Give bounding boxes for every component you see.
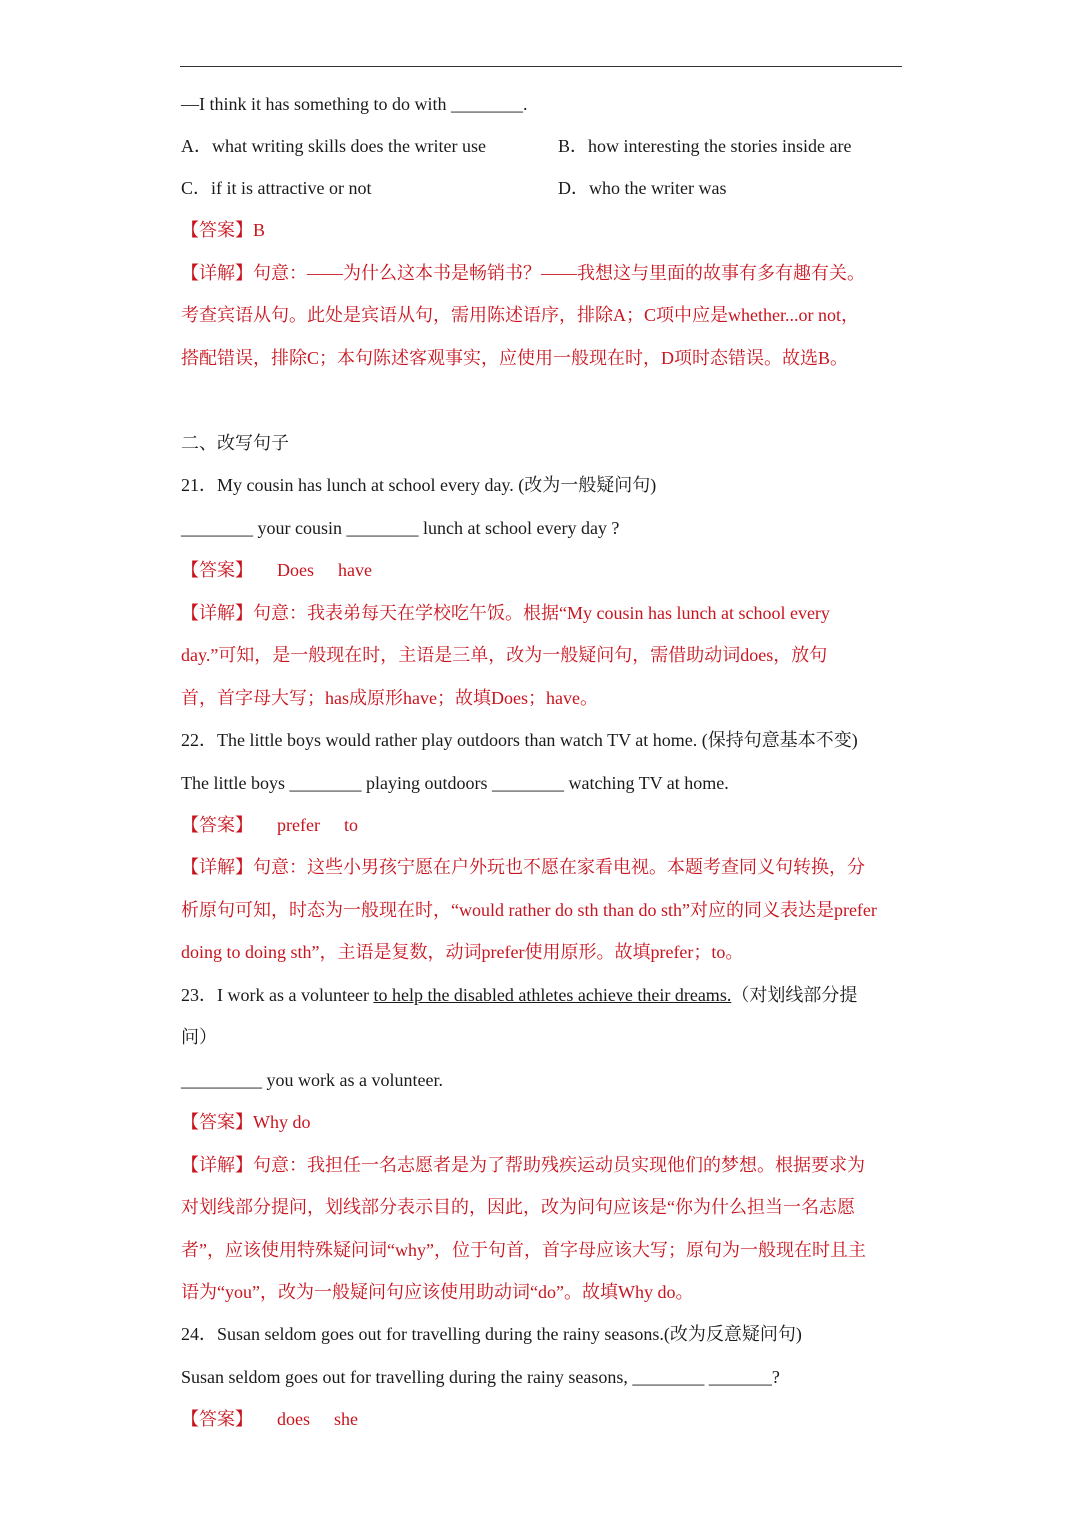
q20-explain-line: 搭配错误，排除C；本句陈述客观事实，应使用一般现在时，D项时态错误。故选B。 bbox=[181, 348, 849, 368]
q21-question: 21．My cousin has lunch at school every day. (改为一般疑问句) bbox=[181, 475, 657, 495]
q20-option-a: A．what writing skills does the writer use bbox=[181, 136, 486, 156]
q23-underlined-part: to help the disabled athletes achieve their dreams. bbox=[373, 985, 732, 1005]
answer-value: does bbox=[277, 1409, 310, 1429]
q23-explain-line: 者”，应该使用特殊疑问词“why”，位于句首，首字母应该大写；原句为一般现在时且主 bbox=[181, 1240, 866, 1260]
q24-question: 24．Susan seldom goes out for travelling during the rainy seasons.(改为反意疑问句) bbox=[181, 1324, 802, 1344]
q22-explain-line: 析原句可知，时态为一般现在时，“would rather do sth than do sth”对应的同义表达是prefer bbox=[181, 900, 877, 920]
q21-explain-line: 首，首字母大写；has成原形have；故填Does；have。 bbox=[181, 688, 598, 708]
q24-answer bbox=[181, 1407, 910, 1431]
q20-stem: —I think it has something to do with ________. bbox=[181, 94, 528, 114]
q23-explain-line: 语为“you”，改为一般疑问句应该使用助动词“do”。故填Why do。 bbox=[181, 1282, 694, 1302]
q20-explain-line: 【详解】句意：——为什么这本书是畅销书？——我想这与里面的故事有多有趣有关。 bbox=[181, 263, 865, 283]
answer-value: she bbox=[334, 1409, 358, 1429]
q21-explain-line: day.”可知，是一般现在时，主语是三单，改为一般疑问句，需借助动词does，放句 bbox=[181, 645, 828, 665]
answer-value: have bbox=[338, 560, 372, 580]
q20-answer: 【答案】B bbox=[181, 220, 266, 240]
q20-option-d: D．who the writer was bbox=[558, 178, 727, 198]
header-rule bbox=[180, 66, 902, 67]
q20-option-c: C．if it is attractive or not bbox=[181, 178, 372, 198]
q23-question-instruction: （对划线部分提 bbox=[731, 985, 858, 1005]
q22-fill-sentence: The little boys ________ playing outdoors ________ watching TV at home. bbox=[181, 773, 729, 793]
q21-explain-line: 【详解】句意：我表弟每天在学校吃午饭。根据“My cousin has lunch at school every bbox=[181, 603, 830, 623]
q23-explain-line: 对划线部分提问，划线部分表示目的，因此，改为问句应该是“你为什么担当一名志愿 bbox=[181, 1197, 855, 1217]
q23-question-cont: 问） bbox=[181, 1027, 217, 1047]
answer-label: 【答案】 bbox=[181, 815, 253, 835]
q22-explain-line: doing to doing sth”，主语是复数，动词prefer使用原形。故填prefer；to。 bbox=[181, 942, 744, 962]
answer-value: Does bbox=[277, 560, 314, 580]
q23-explain-line: 【详解】句意：我担任一名志愿者是为了帮助残疾运动员实现他们的梦想。根据要求为 bbox=[181, 1155, 865, 1175]
answer-value: prefer bbox=[277, 815, 320, 835]
q22-answer bbox=[181, 813, 910, 837]
q23-fill-sentence: _________ you work as a volunteer. bbox=[181, 1070, 443, 1090]
section-title: 二、改写句子 bbox=[181, 433, 289, 453]
q20-option-b: B．how interesting the stories inside are bbox=[558, 136, 852, 156]
q21-fill-sentence: ________ your cousin ________ lunch at school every day ? bbox=[181, 518, 620, 538]
answer-label: 【答案】 bbox=[181, 560, 253, 580]
q22-question: 22．The little boys would rather play outdoors than watch TV at home. (保持句意基本不变) bbox=[181, 730, 858, 750]
q20-explain-line: 考查宾语从句。此处是宾语从句，需用陈述语序，排除A；C项中应是whether...or not， bbox=[181, 305, 859, 325]
q22-explain-line: 【详解】句意：这些小男孩宁愿在户外玩也不愿在家看电视。本题考查同义句转换，分 bbox=[181, 857, 865, 877]
answer-label: 【答案】 bbox=[181, 1409, 253, 1429]
q23-question-text: 23．I work as a volunteer bbox=[181, 985, 374, 1005]
q24-fill-sentence: Susan seldom goes out for travelling during the rainy seasons, ________ _______? bbox=[181, 1367, 780, 1387]
q23-answer: 【答案】Why do bbox=[181, 1112, 311, 1132]
q23-question bbox=[181, 983, 910, 1007]
q21-answer bbox=[181, 558, 910, 582]
answer-value: to bbox=[343, 815, 358, 835]
